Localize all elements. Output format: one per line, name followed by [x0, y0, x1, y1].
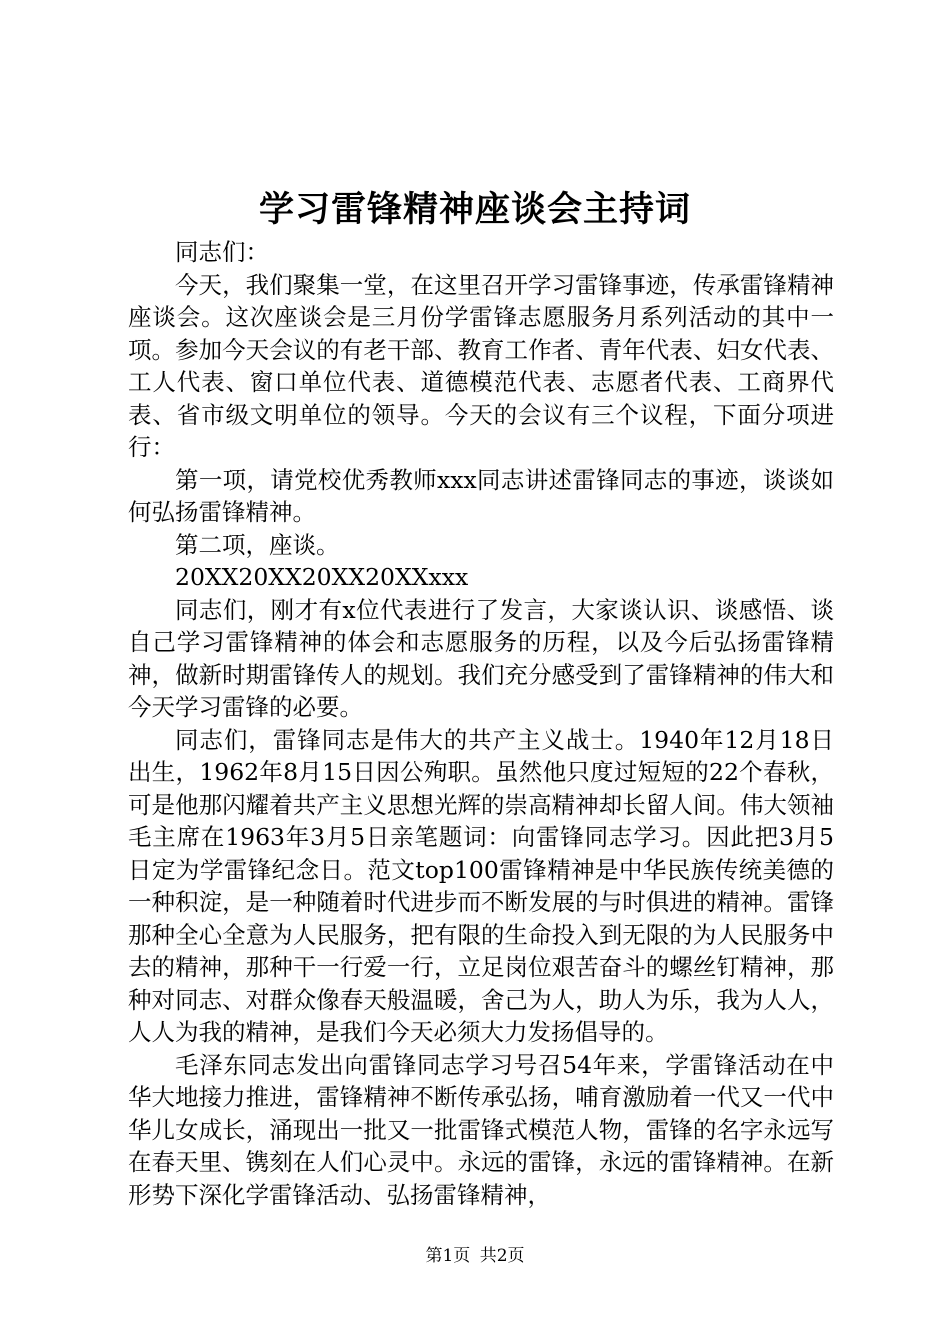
page-total: 共2页: [479, 1246, 525, 1266]
paragraph-placeholder: 20XX20XX20XX20XXxxx: [175, 563, 469, 591]
paragraph-opening: 今天，我们聚集一堂，在这里召开学习雷锋事迹，传承雷锋精神座谈会。这次座谈会是三月份学雷锋志愿服务月系列活动的其中一项。参加今天会议的有老干部、教育工作者、青年代表、妇女代表、工人代表、窗口单位代表、道德模范代表、志愿者代表、工商界代表、省市级文明单位的领导。今天的会议有三个议程，下面分项进行：: [128, 270, 834, 461]
document-title: 学习雷锋精神座谈会主持词: [258, 189, 691, 230]
paragraph-agenda-item-2: 第二项，座谈。: [175, 530, 340, 559]
document-body: [128, 236, 834, 1211]
paragraph-lei-feng-biography: 同志们，雷锋同志是伟大的共产主义战士。1940年12月18日出生，1962年8月15日因公殉职。虽然他只度过短短的22个春秋，可是他那闪耀着共产主义思想光辉的崇高精神却长留人间。伟大领袖毛主席在1963年3月5日亲笔题词：向雷锋同志学习。因此把3月5日定为学雷锋纪念日。范文top100雷锋精神是中华民族传统美德的一种积淀，是一种随着时代进步而不断发展的与时俱进的精神。雷锋那种全心全意为人民服务，把有限的生命投入到无限的为人民服务中去的精神，那种干一行爱一行，立足岗位艰苦奋斗的螺丝钉精神，那种对同志、对群众像春天般温暖，舍己为人，助人为乐，我为人人，人人为我的精神，是我们今天必须大力发扬倡导的。: [128, 725, 834, 1046]
paragraph-salutation: 同志们：: [175, 238, 269, 266]
paragraph-agenda-item-1: 第一项，请党校优秀教师xxx同志讲述雷锋同志的事迹，谈谈如何弘扬雷锋精神。: [128, 465, 834, 526]
page-number: 第1页: [425, 1246, 471, 1266]
page-footer: [0, 1244, 950, 1268]
paragraph-closing: 毛泽东同志发出向雷锋同志学习号召54年来，学雷锋活动在中华大地接力推进，雷锋精神不断传承弘扬，哺育激励着一代又一代中华儿女成长，涌现出一批又一批雷锋式模范人物，雷锋的名字永远写在春天里、镌刻在人们心灵中。永远的雷锋，永远的雷锋精神。在新形势下深化学雷锋活动、弘扬雷锋精神，: [128, 1050, 834, 1209]
paragraph-summary: 同志们，刚才有x位代表进行了发言，大家谈认识、谈感悟、谈自己学习雷锋精神的体会和志愿服务的历程，以及今后弘扬雷锋精神，做新时期雷锋传人的规划。我们充分感受到了雷锋精神的伟大和今天学习雷锋的必要。: [128, 595, 834, 721]
